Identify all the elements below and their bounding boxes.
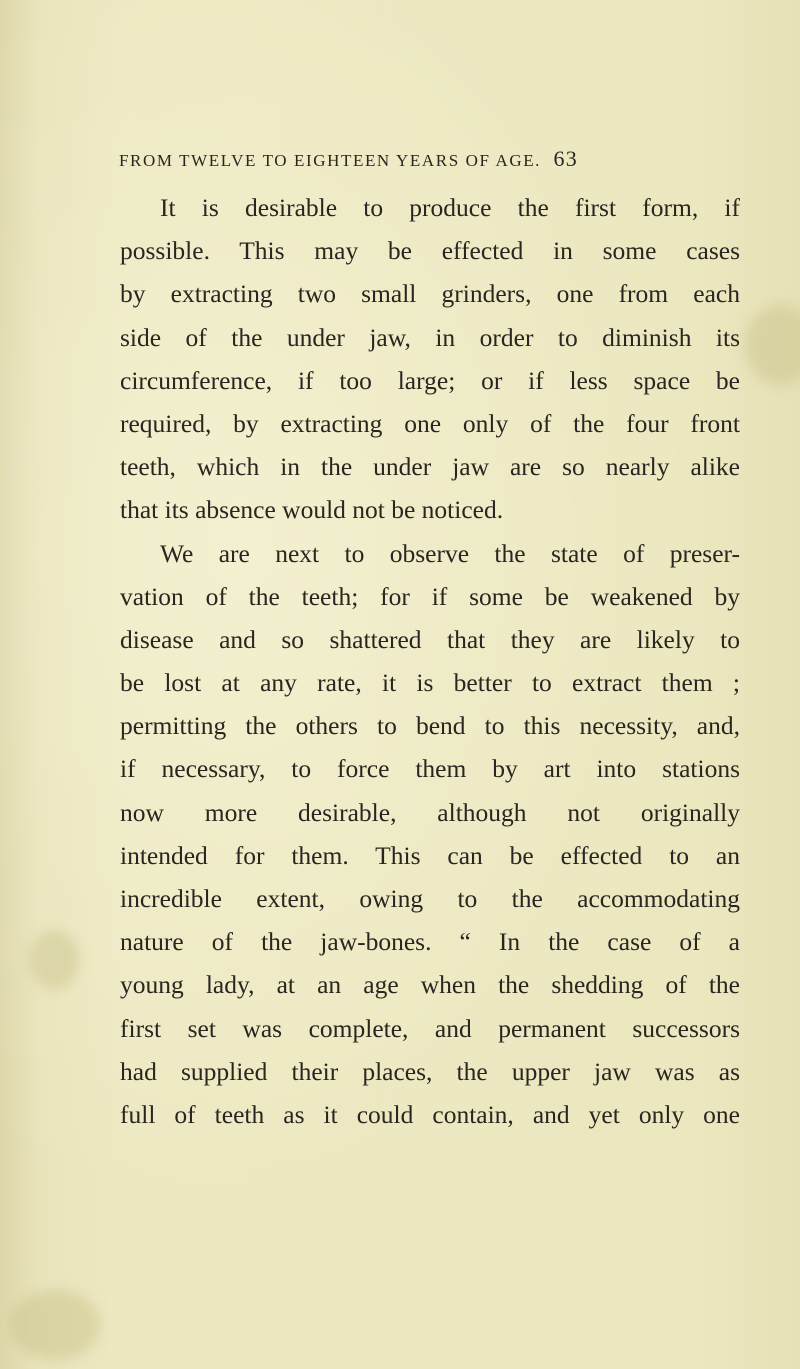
text-line: if necessary, to force them by art into stations — [120, 754, 740, 784]
text-line: required, by extracting one only of the four front — [120, 408, 740, 438]
text-line: circumference, if too large; or if less space be — [120, 365, 740, 395]
text-line: full of teeth as it could contain, and yet only one — [120, 1099, 740, 1129]
text-line: that its absence would not be noticed. — [120, 495, 504, 525]
running-head-title: FROM TWELVE TO EIGHTEEN YEARS OF AGE. — [119, 151, 542, 170]
running-head — [119, 146, 739, 172]
text-line: side of the under jaw, in order to diminish its — [120, 322, 740, 352]
text-line: now more desirable, although not originally — [120, 797, 740, 827]
text-line: by extracting two small grinders, one from each — [120, 279, 740, 309]
text-line: had supplied their places, the upper jaw was as — [120, 1056, 740, 1086]
text-line: vation of the teeth; for if some be weakened by — [120, 581, 740, 611]
text-line: It is desirable to produce the first form, if — [160, 193, 740, 222]
body-text — [120, 186, 740, 1136]
text-line: intended for them. This can be effected to an — [120, 840, 740, 870]
text-line: young lady, at an age when the shedding of the — [120, 970, 740, 1000]
text-line: be lost at any rate, it is better to extract them ; — [120, 668, 740, 698]
paper-stain — [745, 305, 800, 385]
page-number: 63 — [553, 146, 578, 171]
text-line: teeth, which in the under jaw are so nearly alike — [120, 452, 740, 482]
text-line: disease and so shattered that they are likely to — [120, 624, 740, 654]
text-line: first set was complete, and permanent successors — [120, 1013, 740, 1043]
text-line: incredible extent, owing to the accommodating — [120, 884, 740, 913]
text-line: possible. This may be effected in some cases — [120, 236, 740, 266]
text-line: nature of the jaw-bones. “ In the case of a — [120, 927, 740, 957]
paper-stain — [10, 1290, 100, 1360]
paper-stain — [30, 930, 80, 990]
text-line: We are next to observe the state of preser- — [160, 538, 740, 568]
text-line: permitting the others to bend to this necessity, and, — [120, 711, 740, 741]
